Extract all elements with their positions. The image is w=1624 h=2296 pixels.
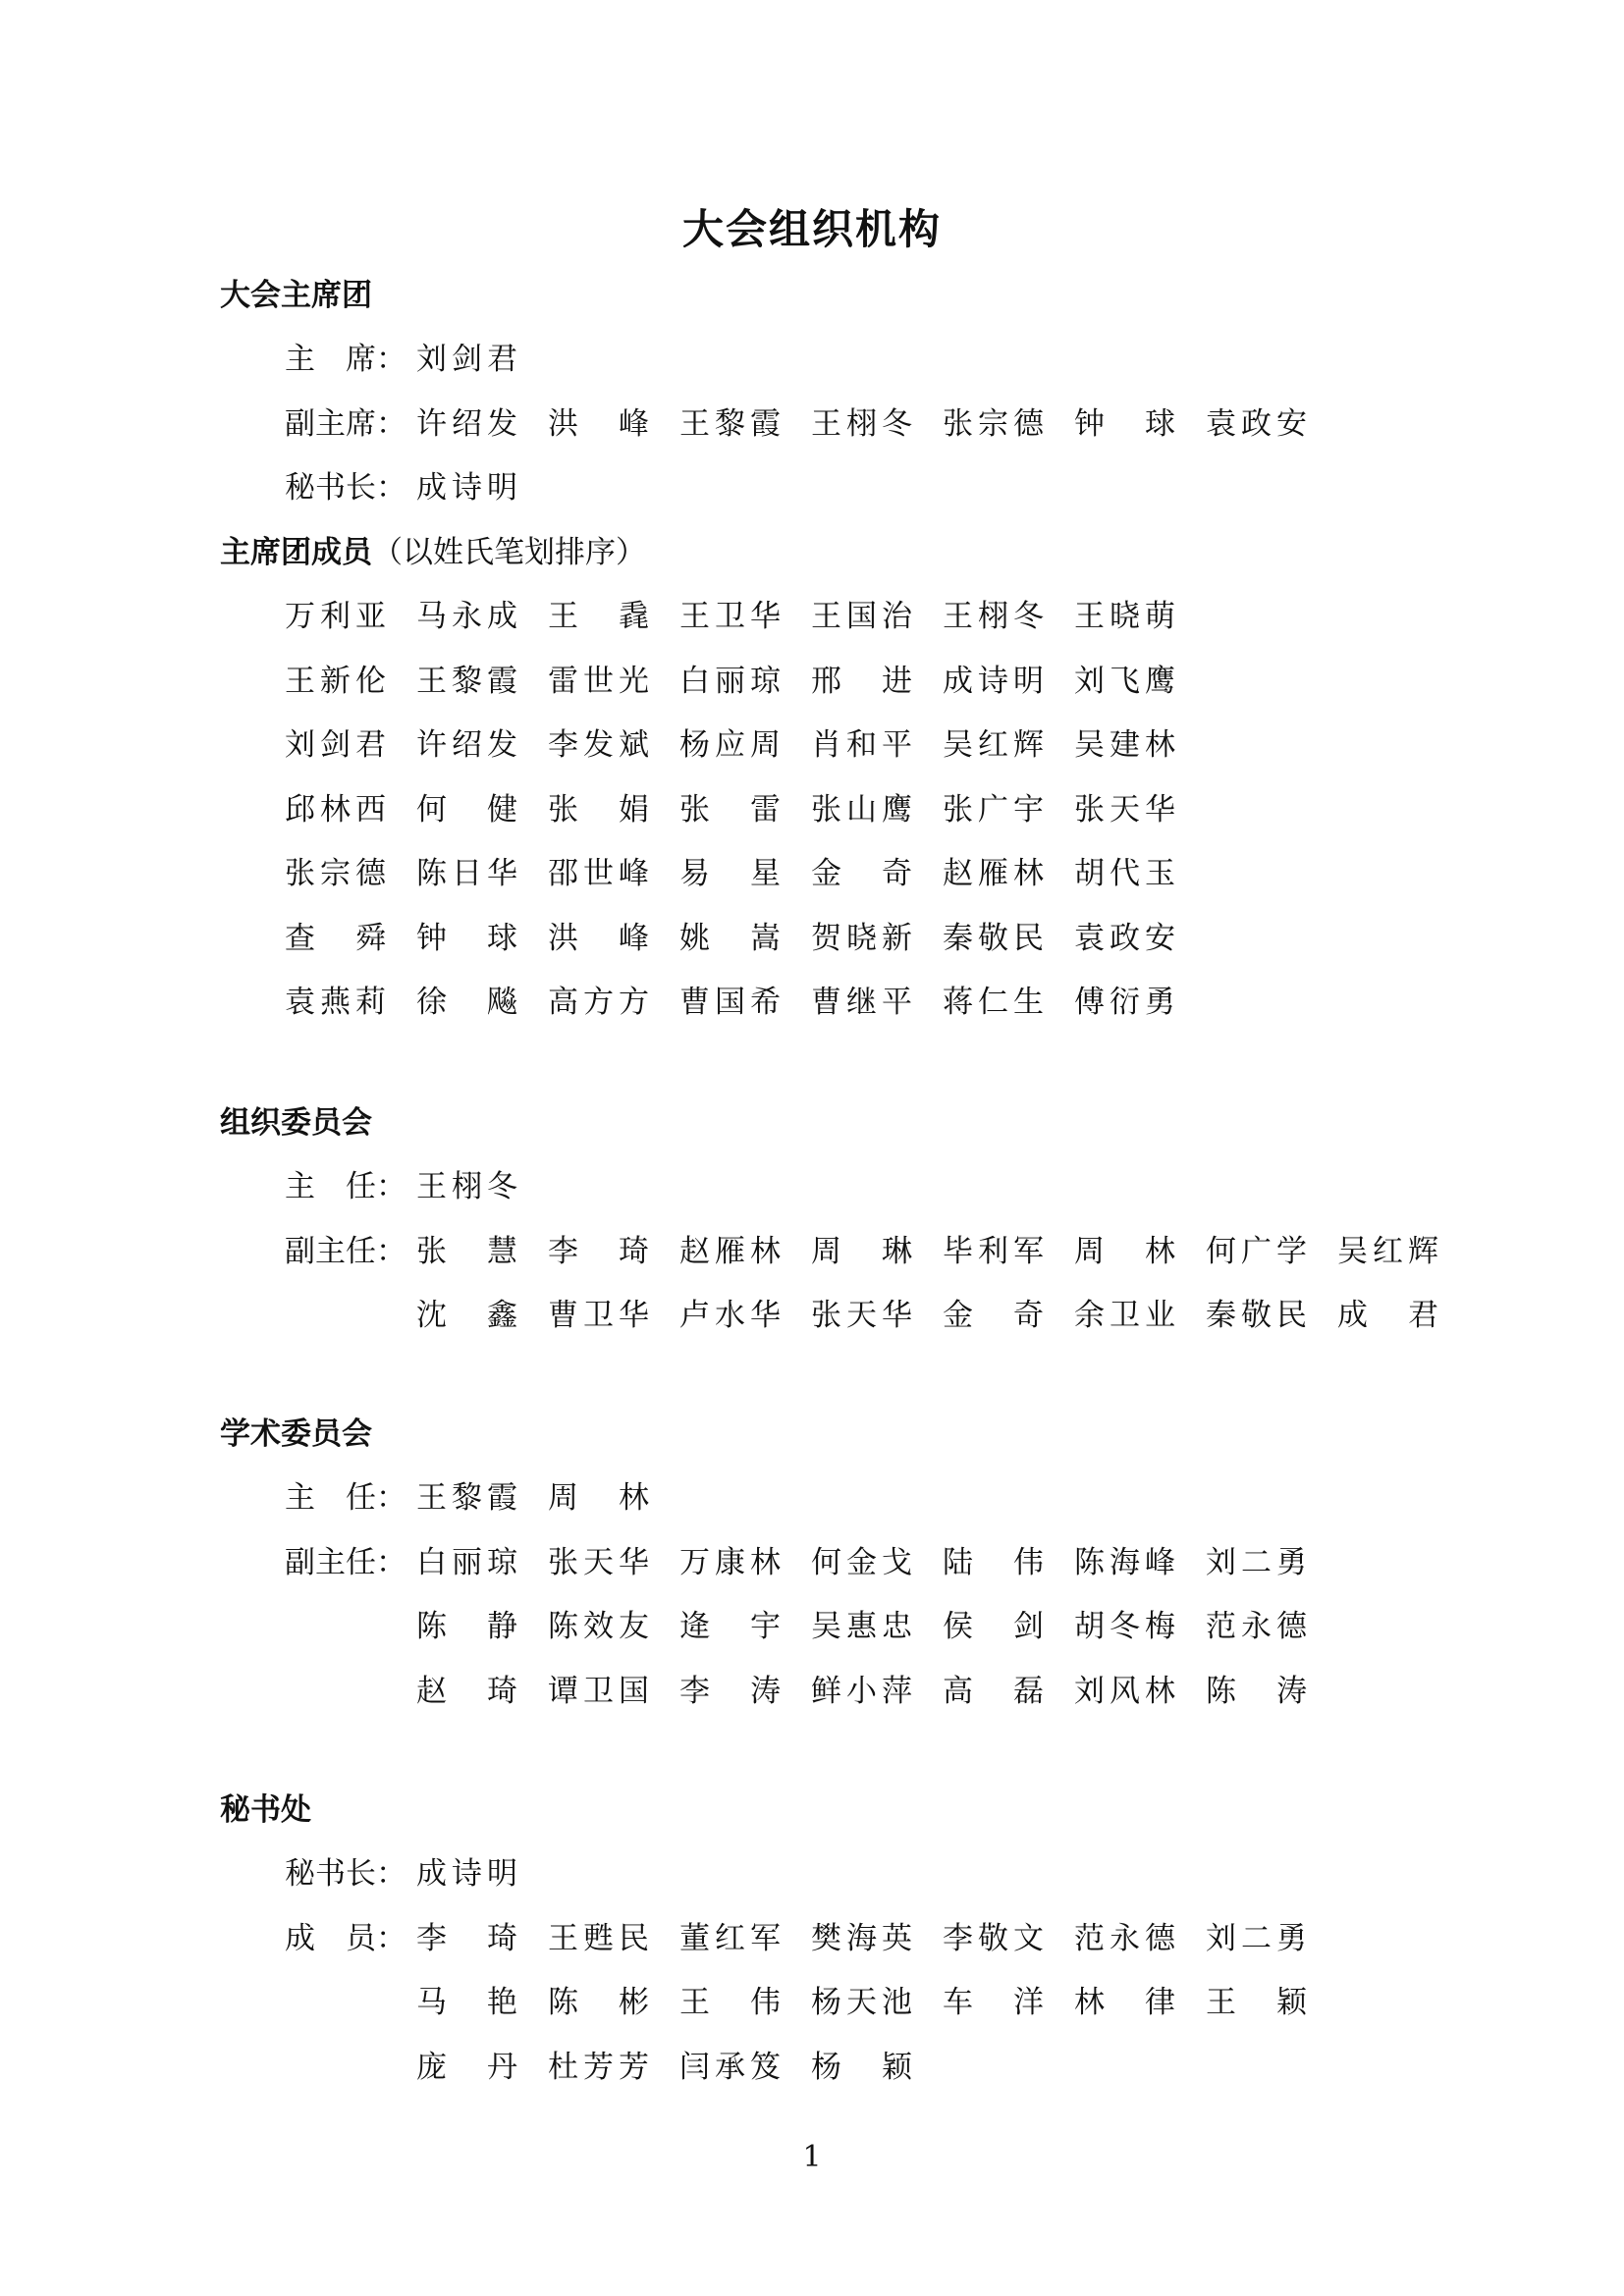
person-name: 万康林 <box>679 1544 781 1580</box>
academic-deputy-label: 副主任： <box>285 1544 406 1580</box>
person-name: 邢 进 <box>811 663 912 699</box>
person-name: 胡冬梅 <box>1074 1609 1175 1645</box>
academic-director-line <box>220 1463 1457 1527</box>
person-name: 董红军 <box>679 1920 781 1956</box>
person-name: 王 颖 <box>1206 1985 1307 2021</box>
person-name: 杨应周 <box>679 727 781 764</box>
academic-deputy-line-continued <box>220 1656 1457 1721</box>
person-name: 马 艳 <box>416 1985 517 2021</box>
organizing-director-line <box>220 1151 1457 1216</box>
person-name: 刘剑君 <box>416 342 517 378</box>
secretariat-members-line-continued <box>220 2032 1457 2097</box>
person-name: 张 雷 <box>679 791 781 828</box>
person-name: 钟 球 <box>1074 405 1175 442</box>
person-name: 王黎霞 <box>679 405 781 442</box>
person-name: 秦敬民 <box>943 920 1044 956</box>
person-name: 洪 峰 <box>548 920 649 956</box>
presidium-secgen-line <box>220 453 1457 517</box>
person-name: 张广宇 <box>943 791 1044 828</box>
page-number: 1 <box>802 2140 822 2174</box>
members-row <box>220 967 1457 1032</box>
person-name: 吴建林 <box>1074 727 1175 764</box>
person-name: 张 娟 <box>548 791 649 828</box>
presidium-vice-line <box>220 389 1457 454</box>
members-row <box>220 838 1457 903</box>
academic-deputy-names <box>416 1601 1307 1645</box>
organizing-director-names <box>416 1161 517 1205</box>
person-name: 赵雁林 <box>679 1233 781 1269</box>
academic-deputy-names <box>416 1537 1307 1581</box>
person-name: 周 林 <box>1074 1233 1175 1269</box>
person-name: 杨 颖 <box>811 2049 912 2085</box>
person-name: 王晓萌 <box>1074 599 1175 635</box>
person-name: 查 舜 <box>285 920 386 956</box>
secretariat-heading: 秘书处 <box>220 1792 311 1828</box>
person-name: 许绍发 <box>416 405 517 442</box>
person-name: 范永德 <box>1206 1609 1307 1645</box>
person-name: 侯 剑 <box>943 1609 1044 1645</box>
academic-director-names <box>416 1472 649 1517</box>
person-name: 闫承笈 <box>679 2049 781 2085</box>
person-name: 王黎霞 <box>416 1480 517 1517</box>
person-name: 刘二勇 <box>1206 1920 1307 1956</box>
person-name: 车 洋 <box>943 1985 1044 2021</box>
person-name: 刘风林 <box>1074 1673 1175 1709</box>
person-name: 张天华 <box>1074 791 1175 828</box>
person-name: 成诗明 <box>416 470 517 507</box>
presidium-secgen-names <box>416 462 517 507</box>
person-name: 邵世峰 <box>548 856 649 892</box>
members-heading-text: 主席团成员 <box>220 535 372 570</box>
person-name: 曹卫华 <box>548 1298 649 1334</box>
members-row <box>220 710 1457 774</box>
person-name: 马永成 <box>416 599 517 635</box>
person-name: 陈海峰 <box>1074 1544 1175 1580</box>
presidium-chair-label: 主 席： <box>285 342 406 378</box>
person-name: 李敬文 <box>943 1920 1044 1956</box>
person-name: 何金戈 <box>811 1544 912 1580</box>
members-heading-note: （以姓氏笔划排序） <box>372 535 646 570</box>
person-name: 陈 涛 <box>1206 1673 1307 1709</box>
person-name: 庞 丹 <box>416 2049 517 2085</box>
organizing-deputy-names <box>416 1226 1438 1270</box>
person-name: 袁燕莉 <box>285 985 386 1021</box>
secretariat-members-line-continued <box>220 1967 1457 2032</box>
person-name: 张天华 <box>548 1544 649 1580</box>
presidium-chair-line <box>220 324 1457 389</box>
person-name: 毕利军 <box>943 1233 1044 1269</box>
secretariat-secgen-names <box>416 1848 517 1893</box>
presidium-chair-names <box>416 334 517 378</box>
person-name: 蒋仁生 <box>943 985 1044 1021</box>
secretariat-secgen-label: 秘书长： <box>285 1856 406 1893</box>
person-name: 许绍发 <box>416 727 517 764</box>
person-name: 陆 伟 <box>943 1544 1044 1580</box>
person-name: 李 涛 <box>679 1673 781 1709</box>
members-row <box>220 581 1457 646</box>
organizing-deputy-line <box>220 1216 1457 1281</box>
person-name: 洪 峰 <box>548 405 649 442</box>
person-name: 余卫业 <box>1074 1298 1175 1334</box>
person-name: 林 律 <box>1074 1985 1175 2021</box>
academic-deputy-names <box>416 1666 1307 1710</box>
person-name: 刘二勇 <box>1206 1544 1307 1580</box>
organizing-heading: 组织委员会 <box>220 1105 372 1141</box>
person-name: 陈 静 <box>416 1609 517 1645</box>
person-name: 卢水华 <box>679 1298 781 1334</box>
person-name: 赵雁林 <box>943 856 1044 892</box>
person-name: 袁政安 <box>1074 920 1175 956</box>
person-name: 曹继平 <box>811 985 912 1021</box>
person-name: 易 星 <box>679 856 781 892</box>
secretariat-members-line <box>220 1903 1457 1968</box>
members-row <box>220 774 1457 839</box>
person-name: 王新伦 <box>285 663 386 699</box>
person-name: 吴红辉 <box>943 727 1044 764</box>
person-name: 成诗明 <box>943 663 1044 699</box>
person-name: 徐 飚 <box>416 985 517 1021</box>
person-name: 曹国希 <box>679 985 781 1021</box>
person-name: 张宗德 <box>285 856 386 892</box>
person-name: 周 林 <box>548 1480 649 1517</box>
person-name: 王 伟 <box>679 1985 781 2021</box>
person-name: 吴红辉 <box>1337 1233 1438 1269</box>
members-row-names <box>285 913 1175 957</box>
person-name: 张山鹰 <box>811 791 912 828</box>
person-name: 周 琳 <box>811 1233 912 1269</box>
person-name: 陈效友 <box>548 1609 649 1645</box>
academic-deputy-line <box>220 1527 1457 1592</box>
person-name: 王卫华 <box>679 599 781 635</box>
members-row-names <box>285 977 1175 1021</box>
person-name: 傅衍勇 <box>1074 985 1175 1021</box>
person-name: 李发斌 <box>548 727 649 764</box>
members-row-names <box>285 848 1175 892</box>
person-name: 钟 球 <box>416 920 517 956</box>
person-name: 何广学 <box>1206 1233 1307 1269</box>
person-name: 陈 彬 <box>548 1985 649 2021</box>
person-name: 王黎霞 <box>416 663 517 699</box>
person-name: 陈日华 <box>416 856 517 892</box>
person-name: 李 琦 <box>548 1233 649 1269</box>
members-row-names <box>285 656 1175 700</box>
person-name: 成诗明 <box>416 1856 517 1893</box>
page-title: 大会组织机构 <box>681 205 942 253</box>
academic-heading: 学术委员会 <box>220 1416 372 1452</box>
person-name: 胡代玉 <box>1074 856 1175 892</box>
person-name: 张宗德 <box>943 405 1044 442</box>
organizing-deputy-label: 副主任： <box>285 1233 406 1269</box>
organizing-director-label: 主 任： <box>285 1169 406 1205</box>
person-name: 王栩冬 <box>811 405 912 442</box>
person-name: 樊海英 <box>811 1920 912 1956</box>
person-name: 高 磊 <box>943 1673 1044 1709</box>
person-name: 雷世光 <box>548 663 649 699</box>
organizing-section <box>220 1095 1457 1345</box>
presidium-vice-names <box>416 399 1307 443</box>
secretariat-secgen-line <box>220 1839 1457 1903</box>
members-row <box>220 646 1457 711</box>
members-section <box>220 524 1457 1032</box>
secretariat-section <box>220 1782 1457 2096</box>
person-name: 刘飞鹰 <box>1074 663 1175 699</box>
person-name: 白丽琼 <box>416 1544 517 1580</box>
secretariat-member-names <box>416 1977 1307 2021</box>
person-name: 金 奇 <box>943 1298 1044 1334</box>
person-name: 白丽琼 <box>679 663 781 699</box>
person-name: 范永德 <box>1074 1920 1175 1956</box>
person-name: 万利亚 <box>285 599 386 635</box>
person-name: 谭卫国 <box>548 1673 649 1709</box>
academic-director-label: 主 任： <box>285 1480 406 1517</box>
academic-section <box>220 1406 1457 1720</box>
person-name: 贺晓新 <box>811 920 912 956</box>
person-name: 鲜小萍 <box>811 1673 912 1709</box>
person-name: 李 琦 <box>416 1920 517 1956</box>
secretariat-members-label: 成 员： <box>285 1920 406 1956</box>
organizing-deputy-names <box>416 1290 1438 1334</box>
person-name: 张 慧 <box>416 1233 517 1269</box>
person-name: 杜芳芳 <box>548 2049 649 2085</box>
person-name: 秦敬民 <box>1206 1298 1307 1334</box>
person-name: 王栩冬 <box>416 1169 517 1205</box>
organizing-deputy-line-continued <box>220 1280 1457 1345</box>
person-name: 肖和平 <box>811 727 912 764</box>
person-name: 王栩冬 <box>943 599 1044 635</box>
person-name: 吴惠忠 <box>811 1609 912 1645</box>
person-name: 邱林西 <box>285 791 386 828</box>
presidium-secgen-label: 秘书长： <box>285 470 406 507</box>
person-name: 刘剑君 <box>285 727 386 764</box>
academic-deputy-line-continued <box>220 1591 1457 1656</box>
person-name: 张天华 <box>811 1298 912 1334</box>
presidium-section <box>220 267 1457 517</box>
person-name: 沈 鑫 <box>416 1298 517 1334</box>
person-name: 袁政安 <box>1206 405 1307 442</box>
person-name: 金 奇 <box>811 856 912 892</box>
person-name: 高方方 <box>548 985 649 1021</box>
presidium-vice-label: 副主席： <box>285 405 406 442</box>
members-heading <box>220 524 1457 581</box>
members-row-names <box>285 784 1175 828</box>
members-row-names <box>285 720 1175 764</box>
members-row-names <box>285 591 1175 635</box>
person-name: 何 健 <box>416 791 517 828</box>
secretariat-member-names <box>416 1913 1307 1957</box>
person-name: 王国治 <box>811 599 912 635</box>
person-name: 逄 宇 <box>679 1609 781 1645</box>
person-name: 姚 嵩 <box>679 920 781 956</box>
members-row <box>220 903 1457 968</box>
presidium-heading: 大会主席团 <box>220 278 372 313</box>
secretariat-member-names <box>416 2042 912 2086</box>
person-name: 王 毳 <box>548 599 649 635</box>
person-name: 王甦民 <box>548 1920 649 1956</box>
person-name: 成 君 <box>1337 1298 1438 1334</box>
person-name: 杨天池 <box>811 1985 912 2021</box>
person-name: 赵 琦 <box>416 1673 517 1709</box>
